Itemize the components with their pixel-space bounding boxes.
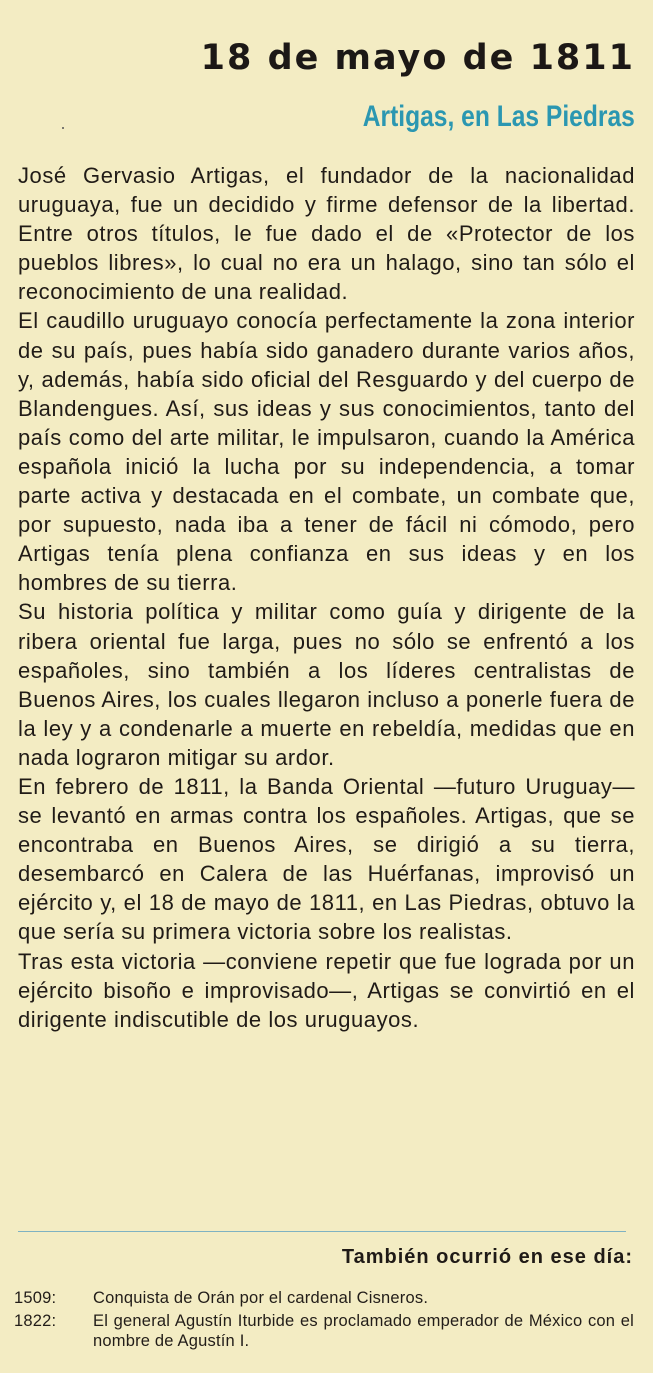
article-paragraph: En febrero de 1811, la Banda Oriental —futuro Uruguay— se levantó en armas contra los españoles. Artigas, que se encontraba en Buenos Aires, se dirigió a su tierra, desembarcó en Calera de las Huérfanas, improvisó un ejército y, el 18 de mayo de 1811, en Las Piedras, obtuvo la que sería su primera victoria sobre los realistas. [18, 773, 635, 945]
event-year: 1509: [14, 1289, 57, 1307]
article-paragraph: El caudillo uruguayo conocía perfectamente la zona interior de su país, pues había sido ganadero durante varios años, y, además, había sido oficial del Resguardo y del cuerpo de Blandengues. Así, sus ideas y sus conocimientos, tanto del país como del arte militar, le impulsaron, cuando la América española inició la lucha por su independencia, a tomar parte activa y destacada en el combate, un combate que, por supuesto, nada iba a tener de fácil ni cómodo, pero Artigas tenía plena confianza en sus ideas y en los hombres de su tierra. [18, 308, 635, 596]
article-body [18, 161, 635, 1034]
article-paragraph: Su historia política y militar como guía y dirigente de la ribera oriental fue larga, pues no sólo se enfrentó a los españoles, sino también a los líderes centralistas de Buenos Aires, los cuales llegaron incluso a ponerle fuera de la ley y a condenarle a muerte en rebeldía, medidas que en nada lograron mitigar su ardor. [18, 599, 635, 770]
event-item [14, 1288, 634, 1308]
events-list [14, 1288, 634, 1354]
event-year: 1822: [14, 1312, 57, 1330]
event-text: El general Agustín Iturbide es proclamado emperador de México con el nombre de Agustín I. [93, 1312, 634, 1350]
article-paragraph: Tras esta victoria —conviene repetir que fue lograda por un ejército bisoño e improvisado—, Artigas se convirtió en el dirigente indiscutible de los uruguayos. [18, 948, 635, 1032]
section-divider [18, 1231, 626, 1232]
event-item [14, 1311, 634, 1351]
event-text: Conquista de Orán por el cardenal Cisneros. [93, 1289, 429, 1307]
also-happened-heading: También ocurrió en ese día: [341, 1246, 633, 1268]
print-speck [62, 127, 64, 129]
article-paragraph: José Gervasio Artigas, el fundador de la nacionalidad uruguaya, fue un decidido y firme defensor de la libertad. Entre otros títulos, le fue dado el de «Protector de los pueblos libres», lo cual no era un halago, sino tan sólo el reconocimiento de una realidad. [18, 163, 635, 305]
subtitle: Artigas, en Las Piedras [362, 100, 635, 133]
date-title: 18 de mayo de 1811 [200, 38, 635, 78]
